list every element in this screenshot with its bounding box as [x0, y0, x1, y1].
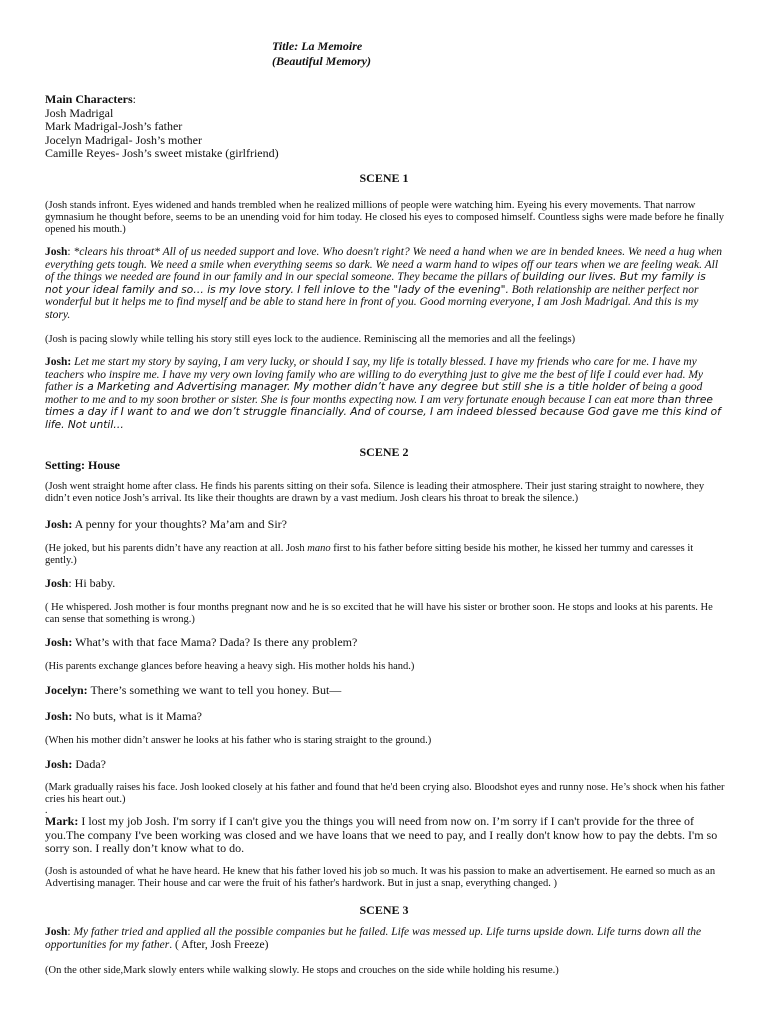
dialogue-text: A penny for your thoughts? Ma’am and Sir?	[72, 517, 287, 531]
speaker-name: Josh:	[45, 709, 73, 723]
dialogue-line: Josh: Let me start my story by saying, I am very lucky, or should I say, my life is totally blessed. I have my friends who care for me. I have my teachers who inspire me. I have my very own loving family who are willing to do everything just to give me the best of life I could ever had. My father is a Marketing and Advertising manager. My mother didn’t have any degree but still she is a title holder of being a good mother to me and to my soon brother or sister. She is four months expecting now. I am very fortunate enough because I can eat more than three times a day if I want to and we don’t struggle financially. And of course, I am indeed blessed because God gave me this kind of life. Not until…	[45, 356, 721, 431]
dialogue-line	[45, 815, 725, 856]
character-item: Camille Reyes- Josh’s sweet mistake (girlfriend)	[45, 146, 279, 160]
dialogue-text: . ( After, Josh Freeze)	[169, 938, 269, 951]
dialogue-text: building our lives. But my family is not your ideal family and so… is my love story. I fell inlove to the "lady of the evening".	[45, 271, 706, 296]
speaker-name: Josh:	[45, 517, 73, 531]
dialogue-text: I lost my job Josh. I'm sorry if I can't give you the things you will need from now on. I’m sorry if I can't provide for the three of you.The company I've been working was closed and we have loans that we need to pay, and I really don't know how to pay the debts. I'm so sorry son. I really don’t know what to do.	[45, 814, 718, 855]
character-item: Mark Madrigal-Josh’s father	[45, 119, 183, 133]
stage-direction: (Mark gradually raises his face. Josh looked closely at his father and found that he'd been crying also. Bloodshot eyes and runny nose. He’s shock when his father cries his heart out.)	[45, 782, 725, 806]
stage-direction: (On the other side,Mark slowly enters while walking slowly. He stops and crouches on the side while holding his resume.)	[45, 965, 559, 976]
dialogue-line	[45, 518, 725, 532]
main-characters	[45, 93, 279, 161]
dialogue-text: is a Marketing and Advertising manager. My mother didn’t have any degree but still she is a title holder of	[75, 381, 640, 394]
character-item: Jocelyn Madrigal- Josh’s mother	[45, 132, 202, 147]
dialogue-text: Both relationship are neither perfect nor wonderful but it helps me to find myself and be able to stand here in front of you. Good morning everyone, I am Josh Madrigal. And this is my story.	[45, 283, 699, 321]
speaker-name: Josh:	[45, 757, 73, 771]
dialogue-text: than three times a day if I want to and we don’t struggle financially. And of course, I am indeed blessed because God gave me this kind of life. Not until…	[45, 393, 721, 431]
scene-2-heading: SCENE 2	[359, 445, 409, 459]
dialogue-text: No buts, what is it Mama?	[72, 709, 202, 723]
setting-label: Setting: House	[45, 458, 120, 472]
scene-3-heading: SCENE 3	[359, 903, 409, 917]
stage-direction: (When his mother didn’t answer he looks at his father who is staring straight to the ground.)	[45, 735, 432, 746]
stage-direction: ( He whispered. Josh mother is four months pregnant now and he is so excited that he will have his sister or brother soon. He stops and looks at his parents. He can sense that something is wrong.)	[45, 602, 713, 626]
subtitle-line: (Beautiful Memory)	[272, 53, 371, 68]
speaker-name: Josh	[45, 356, 68, 368]
speaker-name: Josh	[45, 246, 68, 258]
dialogue-text: Dada?	[72, 757, 106, 771]
title-line: Title: La Memoire	[272, 39, 363, 53]
dialogue-line	[45, 758, 725, 772]
characters-heading: Main Characters:	[45, 92, 136, 106]
dialogue-line	[45, 684, 725, 698]
speaker-name: Jocelyn:	[45, 683, 88, 697]
dialogue-text: My father tried and applied all the possible companies but he failed. Life was messed up. Life turns upside down. Life turns down all the opportunities for my father	[45, 926, 702, 951]
play-title	[272, 39, 371, 68]
stray-mark: .	[45, 805, 48, 816]
dialogue-line	[45, 577, 725, 591]
stage-direction: (He joked, but his parents didn’t have any reaction at all. Josh mano first to his father before sitting beside his mother, he kissed her tummy and caresses it gently.)	[45, 543, 694, 567]
dialogue-line: Josh: My father tried and applied all the possible companies but he failed. Life was messed up. Life turns upside down. Life turns down all the opportunities for my father. ( After, Josh Freeze)	[45, 926, 702, 951]
stage-direction: (Josh went straight home after class. He finds his parents sitting on their sofa. Silence is leading their atmosphere. Their just staring straight to nowhere, they didn’t even notice Josh’s arrival. Its like their thoughts are drawn by a vast medium. Josh clears his throat to break the silence.)	[45, 481, 705, 505]
dialogue-text: What’s with that face Mama? Dada? Is there any problem?	[72, 635, 358, 649]
dialogue-line: Josh: *clears his throat* All of us needed support and love. Who doesn't right? We need a hand when we are in bended knees. We need a hug when everything gets tough. We need a smile when everything seems so dark. We need a warm hand to wipes off our tears when we are feeling weak. All of the things we needed are found in our family and in our special someone. They became the pillars of building our lives. But my family is not your ideal family and so… is my love story. I fell inlove to the "lady of the evening". Both relationship are neither perfect nor wonderful but it helps me to find myself and be able to stand here in front of you. Good morning everyone, I am Josh Madrigal. And this is my story.	[45, 246, 723, 321]
stage-direction: (Josh is pacing slowly while telling his story still eyes lock to the audience. Reminiscing all the memories and all the feelings)	[45, 334, 576, 345]
scene-1-heading: SCENE 1	[359, 171, 409, 185]
character-item: Josh Madrigal	[45, 105, 114, 120]
dialogue-text: There’s something we want to tell you honey. But—	[87, 683, 342, 697]
stage-direction: (Josh stands infront. Eyes widened and hands trembled when he realized millions of people were watching him. Eyeing his every movements. That narrow gymnasium he thought before, seems to be an unending void for him today. He closed his eyes to composed himself. Countless sighs were made before he finally opened his mouth.)	[45, 200, 725, 236]
dialogue-text: *clears his throat* All of us needed support and love. Who doesn't right? We need a hand when we are in bended knees. We need a hug when everything gets tough. We need a smile when everything seems so dark. We need a warm hand to wipes off our tears when we are feeling weak. All of the things we needed are found in our family and in our special someone. They became the pillars of	[45, 246, 723, 284]
speaker-name: Josh:	[45, 635, 73, 649]
dialogue-text: : Hi baby.	[68, 576, 116, 590]
stage-direction: (His parents exchange glances before heaving a heavy sigh. His mother holds his hand.)	[45, 661, 415, 672]
dialogue-line	[45, 636, 725, 650]
speaker-name: Mark:	[45, 814, 79, 828]
dialogue-text: Let me start my story by saying, I am very lucky, or should I say, my life is totally blessed. I have my friends who care for me. I have my teachers who inspire me. I have my very own loving family who are willing to do everything just to give me the best of life I could ever had. My father	[45, 356, 704, 394]
dialogue-text: being a good mother to me and to my soon brother or sister. She is four months expecting now. I am very fortunate enough because I can eat more	[45, 381, 703, 406]
stage-direction: (Josh is astounded of what he have heard. He knew that his father loved his job so much. It was his passion to make an advertisement. He earned so much as an Advertising manager. Their house and car were the fruit of his father's hardwork. But in just a snap, everything changed. )	[45, 866, 716, 890]
speaker-name: Josh	[45, 576, 69, 590]
speaker-name: Josh	[45, 926, 68, 938]
dialogue-line	[45, 710, 725, 724]
